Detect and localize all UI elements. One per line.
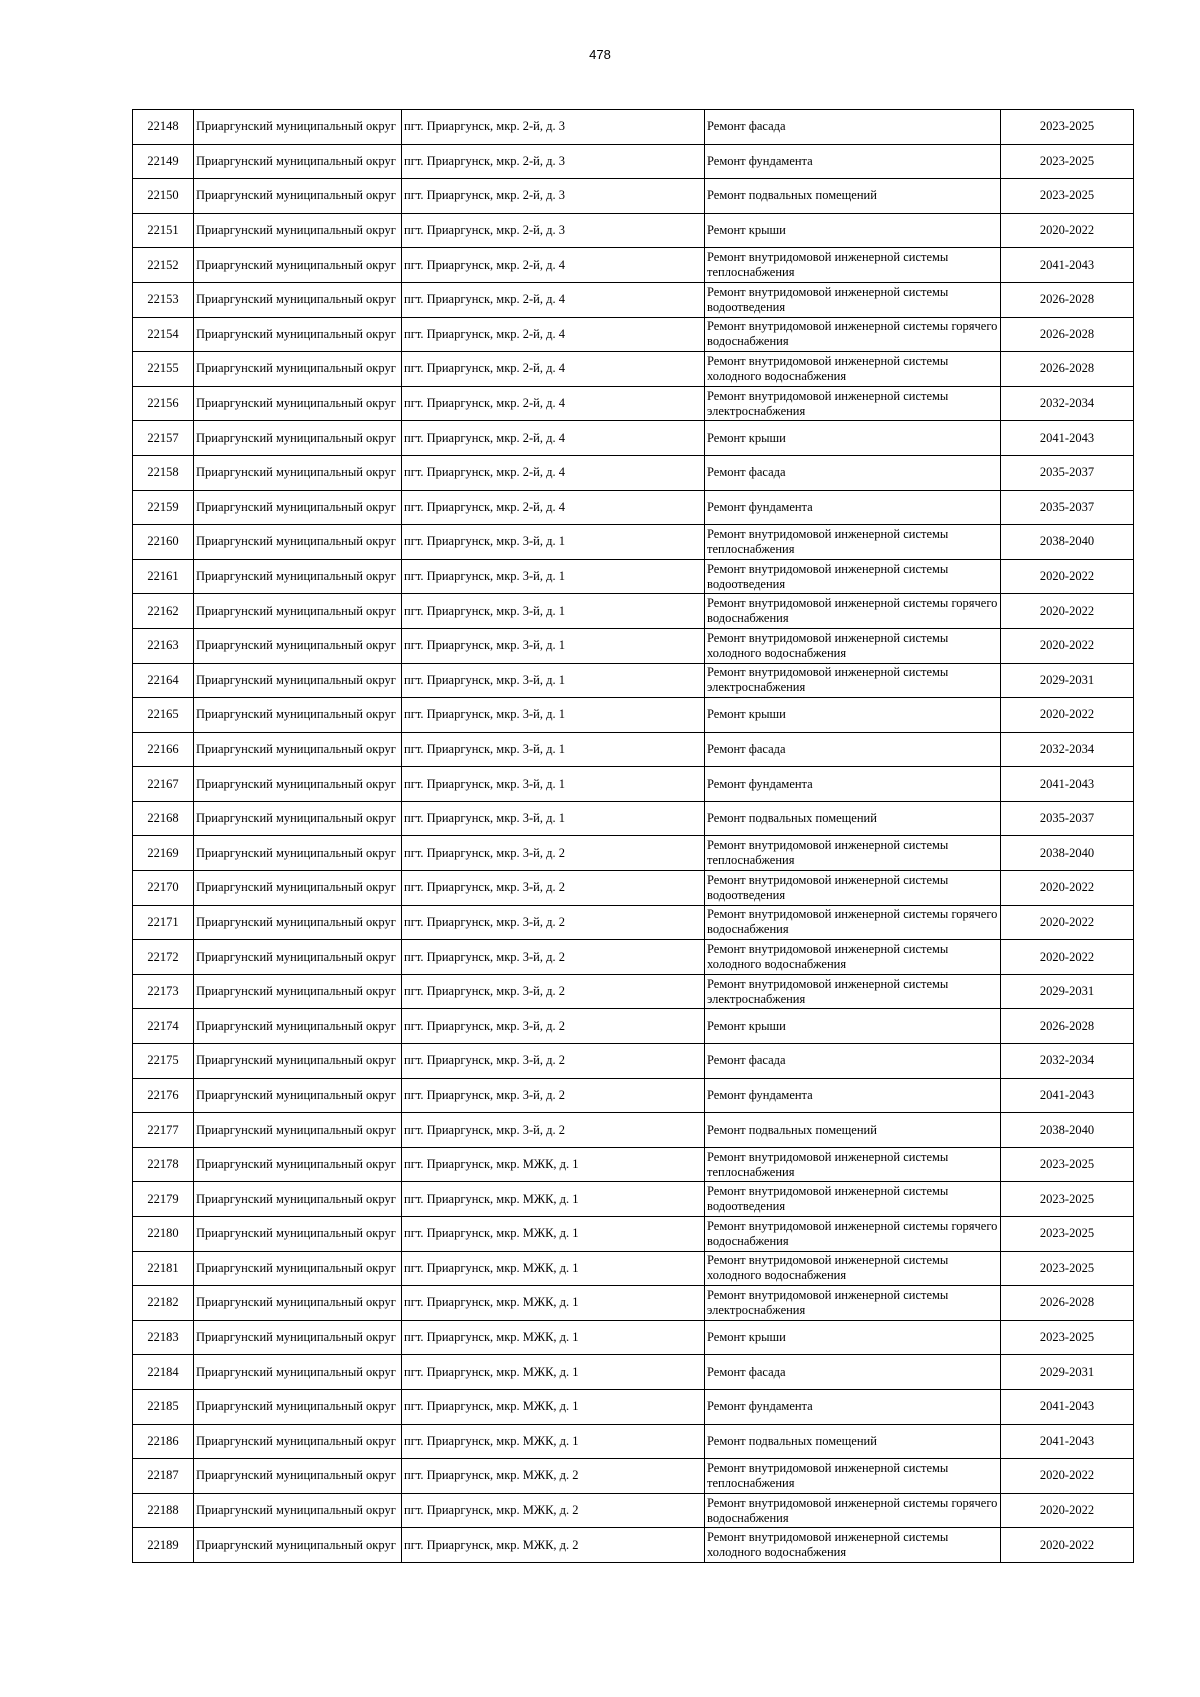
row-number: 22176 [133,1078,194,1113]
period-cell: 2023-2025 [1001,1251,1134,1286]
row-number: 22149 [133,144,194,179]
period-cell: 2020-2022 [1001,940,1134,975]
row-number: 22179 [133,1182,194,1217]
row-number: 22186 [133,1424,194,1459]
table-row [133,836,1134,871]
address-cell: пгт. Приаргунск, мкр. 3-й, д. 1 [402,663,705,698]
district-cell: Приаргунский муниципальный округ [194,386,402,421]
district-cell: Приаргунский муниципальный округ [194,1493,402,1528]
work-type-cell: Ремонт внутридомовой инженерной системы электроснабжения [705,663,1001,698]
row-number: 22163 [133,628,194,663]
table-row [133,525,1134,560]
district-cell: Приаргунский муниципальный округ [194,455,402,490]
period-cell: 2023-2025 [1001,110,1134,145]
address-cell: пгт. Приаргунск, мкр. МЖК, д. 1 [402,1251,705,1286]
row-number: 22178 [133,1147,194,1182]
work-type-cell: Ремонт крыши [705,421,1001,456]
district-cell: Приаргунский муниципальный округ [194,144,402,179]
district-cell: Приаргунский муниципальный округ [194,767,402,802]
work-type-cell: Ремонт внутридомовой инженерной системы теплоснабжения [705,836,1001,871]
address-cell: пгт. Приаргунск, мкр. МЖК, д. 1 [402,1286,705,1321]
table-row [133,1459,1134,1494]
table-row [133,213,1134,248]
address-cell: пгт. Приаргунск, мкр. 2-й, д. 4 [402,490,705,525]
row-number: 22170 [133,871,194,906]
district-cell: Приаргунский муниципальный округ [194,421,402,456]
row-number: 22153 [133,282,194,317]
table-row [133,1113,1134,1148]
table-row [133,974,1134,1009]
address-cell: пгт. Приаргунск, мкр. МЖК, д. 2 [402,1528,705,1563]
table-row [133,421,1134,456]
work-type-cell: Ремонт фасада [705,455,1001,490]
address-cell: пгт. Приаргунск, мкр. 2-й, д. 4 [402,421,705,456]
work-type-cell: Ремонт внутридомовой инженерной системы холодного водоснабжения [705,940,1001,975]
district-cell: Приаргунский муниципальный округ [194,1217,402,1252]
address-cell: пгт. Приаргунск, мкр. 3-й, д. 2 [402,871,705,906]
table-row [133,352,1134,387]
district-cell: Приаргунский муниципальный округ [194,1286,402,1321]
address-cell: пгт. Приаргунск, мкр. 3-й, д. 2 [402,905,705,940]
period-cell: 2035-2037 [1001,801,1134,836]
period-cell: 2020-2022 [1001,559,1134,594]
table-row [133,248,1134,283]
work-type-cell: Ремонт подвальных помещений [705,801,1001,836]
address-cell: пгт. Приаргунск, мкр. 3-й, д. 1 [402,525,705,560]
work-type-cell: Ремонт фундамента [705,144,1001,179]
period-cell: 2032-2034 [1001,1044,1134,1079]
work-type-cell: Ремонт внутридомовой инженерной системы горячего водоснабжения [705,1493,1001,1528]
table-row [133,1251,1134,1286]
district-cell: Приаргунский муниципальный округ [194,179,402,214]
table-row [133,801,1134,836]
table-row [133,282,1134,317]
row-number: 22182 [133,1286,194,1321]
address-cell: пгт. Приаргунск, мкр. 3-й, д. 1 [402,628,705,663]
period-cell: 2041-2043 [1001,248,1134,283]
period-cell: 2023-2025 [1001,144,1134,179]
district-cell: Приаргунский муниципальный округ [194,213,402,248]
district-cell: Приаргунский муниципальный округ [194,594,402,629]
work-type-cell: Ремонт фасада [705,732,1001,767]
table-row [133,940,1134,975]
district-cell: Приаргунский муниципальный округ [194,1528,402,1563]
district-cell: Приаргунский муниципальный округ [194,698,402,733]
work-type-cell: Ремонт внутридомовой инженерной системы холодного водоснабжения [705,628,1001,663]
district-cell: Приаргунский муниципальный округ [194,1182,402,1217]
period-cell: 2029-2031 [1001,974,1134,1009]
period-cell: 2038-2040 [1001,525,1134,560]
address-cell: пгт. Приаргунск, мкр. 2-й, д. 3 [402,213,705,248]
row-number: 22180 [133,1217,194,1252]
period-cell: 2020-2022 [1001,594,1134,629]
period-cell: 2023-2025 [1001,1147,1134,1182]
district-cell: Приаргунский муниципальный округ [194,663,402,698]
row-number: 22151 [133,213,194,248]
row-number: 22183 [133,1320,194,1355]
work-type-cell: Ремонт внутридомовой инженерной системы электроснабжения [705,974,1001,1009]
period-cell: 2020-2022 [1001,1528,1134,1563]
table-row [133,1009,1134,1044]
district-cell: Приаргунский муниципальный округ [194,628,402,663]
row-number: 22157 [133,421,194,456]
row-number: 22161 [133,559,194,594]
work-type-cell: Ремонт подвальных помещений [705,179,1001,214]
period-cell: 2038-2040 [1001,1113,1134,1148]
address-cell: пгт. Приаргунск, мкр. МЖК, д. 1 [402,1424,705,1459]
table-row [133,1355,1134,1390]
work-type-cell: Ремонт фундамента [705,1389,1001,1424]
table-row [133,110,1134,145]
table-row [133,1182,1134,1217]
address-cell: пгт. Приаргунск, мкр. 3-й, д. 2 [402,1044,705,1079]
address-cell: пгт. Приаргунск, мкр. 2-й, д. 3 [402,144,705,179]
period-cell: 2020-2022 [1001,1459,1134,1494]
address-cell: пгт. Приаргунск, мкр. 2-й, д. 3 [402,179,705,214]
district-cell: Приаргунский муниципальный округ [194,1424,402,1459]
period-cell: 2020-2022 [1001,905,1134,940]
district-cell: Приаргунский муниципальный округ [194,1147,402,1182]
district-cell: Приаргунский муниципальный округ [194,871,402,906]
address-cell: пгт. Приаргунск, мкр. МЖК, д. 1 [402,1389,705,1424]
row-number: 22162 [133,594,194,629]
address-cell: пгт. Приаргунск, мкр. 2-й, д. 4 [402,386,705,421]
row-number: 22173 [133,974,194,1009]
address-cell: пгт. Приаргунск, мкр. 3-й, д. 1 [402,732,705,767]
period-cell: 2035-2037 [1001,455,1134,490]
row-number: 22171 [133,905,194,940]
row-number: 22156 [133,386,194,421]
period-cell: 2020-2022 [1001,628,1134,663]
work-type-cell: Ремонт фундамента [705,767,1001,802]
district-cell: Приаргунский муниципальный округ [194,352,402,387]
table-row [133,732,1134,767]
period-cell: 2026-2028 [1001,352,1134,387]
work-type-cell: Ремонт внутридомовой инженерной системы водоотведения [705,282,1001,317]
district-cell: Приаргунский муниципальный округ [194,836,402,871]
district-cell: Приаргунский муниципальный округ [194,1044,402,1079]
address-cell: пгт. Приаргунск, мкр. 2-й, д. 4 [402,248,705,283]
table-row [133,455,1134,490]
work-type-cell: Ремонт внутридомовой инженерной системы холодного водоснабжения [705,352,1001,387]
period-cell: 2029-2031 [1001,663,1134,698]
district-cell: Приаргунский муниципальный округ [194,1009,402,1044]
address-cell: пгт. Приаргунск, мкр. 3-й, д. 1 [402,559,705,594]
row-number: 22154 [133,317,194,352]
table-row [133,490,1134,525]
address-cell: пгт. Приаргунск, мкр. 2-й, д. 4 [402,455,705,490]
address-cell: пгт. Приаргунск, мкр. МЖК, д. 2 [402,1459,705,1494]
table-row [133,179,1134,214]
row-number: 22152 [133,248,194,283]
work-type-cell: Ремонт внутридомовой инженерной системы теплоснабжения [705,248,1001,283]
row-number: 22158 [133,455,194,490]
work-type-cell: Ремонт внутридомовой инженерной системы водоотведения [705,559,1001,594]
work-type-cell: Ремонт внутридомовой инженерной системы водоотведения [705,871,1001,906]
period-cell: 2041-2043 [1001,421,1134,456]
row-number: 22188 [133,1493,194,1528]
address-cell: пгт. Приаргунск, мкр. 3-й, д. 1 [402,767,705,802]
table-row [133,663,1134,698]
district-cell: Приаргунский муниципальный округ [194,1251,402,1286]
district-cell: Приаргунский муниципальный округ [194,1355,402,1390]
address-cell: пгт. Приаргунск, мкр. 2-й, д. 4 [402,317,705,352]
work-type-cell: Ремонт внутридомовой инженерной системы горячего водоснабжения [705,905,1001,940]
address-cell: пгт. Приаргунск, мкр. МЖК, д. 1 [402,1182,705,1217]
work-type-cell: Ремонт фасада [705,1355,1001,1390]
period-cell: 2020-2022 [1001,871,1134,906]
work-type-cell: Ремонт внутридомовой инженерной системы горячего водоснабжения [705,317,1001,352]
period-cell: 2032-2034 [1001,386,1134,421]
address-cell: пгт. Приаргунск, мкр. МЖК, д. 2 [402,1493,705,1528]
district-cell: Приаргунский муниципальный округ [194,282,402,317]
table-row [133,317,1134,352]
row-number: 22184 [133,1355,194,1390]
page-number: 478 [589,47,611,62]
table-row [133,698,1134,733]
work-type-cell: Ремонт фасада [705,1044,1001,1079]
address-cell: пгт. Приаргунск, мкр. 3-й, д. 2 [402,1078,705,1113]
table-row [133,594,1134,629]
work-type-cell: Ремонт крыши [705,698,1001,733]
row-number: 22166 [133,732,194,767]
work-type-cell: Ремонт фундамента [705,1078,1001,1113]
table-row [133,1320,1134,1355]
address-cell: пгт. Приаргунск, мкр. 2-й, д. 3 [402,110,705,145]
row-number: 22175 [133,1044,194,1079]
row-number: 22169 [133,836,194,871]
work-type-cell: Ремонт внутридомовой инженерной системы горячего водоснабжения [705,594,1001,629]
table-row [133,144,1134,179]
table-row [133,1528,1134,1563]
period-cell: 2041-2043 [1001,1424,1134,1459]
row-number: 22174 [133,1009,194,1044]
work-type-cell: Ремонт внутридомовой инженерной системы теплоснабжения [705,1459,1001,1494]
table-row [133,1078,1134,1113]
table-row [133,905,1134,940]
row-number: 22160 [133,525,194,560]
table-row [133,1389,1134,1424]
district-cell: Приаргунский муниципальный округ [194,1320,402,1355]
district-cell: Приаргунский муниципальный округ [194,974,402,1009]
table-row [133,1424,1134,1459]
period-cell: 2023-2025 [1001,1182,1134,1217]
work-type-cell: Ремонт крыши [705,213,1001,248]
table-body [133,110,1134,1563]
row-number: 22167 [133,767,194,802]
work-type-cell: Ремонт внутридомовой инженерной системы электроснабжения [705,1286,1001,1321]
table-row [133,1286,1134,1321]
table-row [133,386,1134,421]
period-cell: 2038-2040 [1001,836,1134,871]
district-cell: Приаргунский муниципальный округ [194,559,402,594]
row-number: 22165 [133,698,194,733]
row-number: 22164 [133,663,194,698]
district-cell: Приаргунский муниципальный округ [194,490,402,525]
period-cell: 2026-2028 [1001,317,1134,352]
address-cell: пгт. Приаргунск, мкр. 2-й, д. 4 [402,282,705,317]
period-cell: 2026-2028 [1001,1009,1134,1044]
row-number: 22177 [133,1113,194,1148]
district-cell: Приаргунский муниципальный округ [194,940,402,975]
work-type-cell: Ремонт внутридомовой инженерной системы теплоснабжения [705,525,1001,560]
period-cell: 2020-2022 [1001,1493,1134,1528]
table-row [133,559,1134,594]
period-cell: 2020-2022 [1001,213,1134,248]
district-cell: Приаргунский муниципальный округ [194,1078,402,1113]
work-type-cell: Ремонт фундамента [705,490,1001,525]
district-cell: Приаргунский муниципальный округ [194,525,402,560]
table-row [133,1493,1134,1528]
row-number: 22148 [133,110,194,145]
period-cell: 2026-2028 [1001,282,1134,317]
district-cell: Приаргунский муниципальный округ [194,1113,402,1148]
period-cell: 2041-2043 [1001,1078,1134,1113]
period-cell: 2023-2025 [1001,179,1134,214]
work-type-cell: Ремонт внутридомовой инженерной системы холодного водоснабжения [705,1251,1001,1286]
address-cell: пгт. Приаргунск, мкр. 3-й, д. 2 [402,836,705,871]
period-cell: 2023-2025 [1001,1217,1134,1252]
table-row [133,871,1134,906]
district-cell: Приаргунский муниципальный округ [194,732,402,767]
work-type-cell: Ремонт внутридомовой инженерной системы теплоснабжения [705,1147,1001,1182]
row-number: 22155 [133,352,194,387]
district-cell: Приаргунский муниципальный округ [194,248,402,283]
work-type-cell: Ремонт внутридомовой инженерной системы холодного водоснабжения [705,1528,1001,1563]
district-cell: Приаргунский муниципальный округ [194,1389,402,1424]
address-cell: пгт. Приаргунск, мкр. 3-й, д. 1 [402,698,705,733]
row-number: 22150 [133,179,194,214]
row-number: 22168 [133,801,194,836]
period-cell: 2041-2043 [1001,1389,1134,1424]
address-cell: пгт. Приаргунск, мкр. 3-й, д. 2 [402,974,705,1009]
table-row [133,1044,1134,1079]
row-number: 22185 [133,1389,194,1424]
district-cell: Приаргунский муниципальный округ [194,1459,402,1494]
address-cell: пгт. Приаргунск, мкр. 3-й, д. 1 [402,594,705,629]
period-cell: 2035-2037 [1001,490,1134,525]
address-cell: пгт. Приаргунск, мкр. МЖК, д. 1 [402,1147,705,1182]
period-cell: 2029-2031 [1001,1355,1134,1390]
work-type-cell: Ремонт крыши [705,1009,1001,1044]
address-cell: пгт. Приаргунск, мкр. МЖК, д. 1 [402,1355,705,1390]
table-row [133,1147,1134,1182]
district-cell: Приаргунский муниципальный округ [194,905,402,940]
period-cell: 2026-2028 [1001,1286,1134,1321]
period-cell: 2023-2025 [1001,1320,1134,1355]
district-cell: Приаргунский муниципальный округ [194,110,402,145]
repair-schedule-table [132,109,1134,1563]
row-number: 22159 [133,490,194,525]
row-number: 22189 [133,1528,194,1563]
address-cell: пгт. Приаргунск, мкр. 3-й, д. 2 [402,1113,705,1148]
row-number: 22172 [133,940,194,975]
address-cell: пгт. Приаргунск, мкр. 3-й, д. 2 [402,940,705,975]
work-type-cell: Ремонт внутридомовой инженерной системы электроснабжения [705,386,1001,421]
table-row [133,767,1134,802]
period-cell: 2041-2043 [1001,767,1134,802]
table-row [133,628,1134,663]
address-cell: пгт. Приаргунск, мкр. 3-й, д. 1 [402,801,705,836]
work-type-cell: Ремонт подвальных помещений [705,1113,1001,1148]
row-number: 22181 [133,1251,194,1286]
row-number: 22187 [133,1459,194,1494]
work-type-cell: Ремонт крыши [705,1320,1001,1355]
period-cell: 2020-2022 [1001,698,1134,733]
table-row [133,1217,1134,1252]
district-cell: Приаргунский муниципальный округ [194,801,402,836]
work-type-cell: Ремонт внутридомовой инженерной системы водоотведения [705,1182,1001,1217]
work-type-cell: Ремонт подвальных помещений [705,1424,1001,1459]
work-type-cell: Ремонт внутридомовой инженерной системы горячего водоснабжения [705,1217,1001,1252]
work-type-cell: Ремонт фасада [705,110,1001,145]
address-cell: пгт. Приаргунск, мкр. 3-й, д. 2 [402,1009,705,1044]
address-cell: пгт. Приаргунск, мкр. МЖК, д. 1 [402,1320,705,1355]
district-cell: Приаргунский муниципальный округ [194,317,402,352]
address-cell: пгт. Приаргунск, мкр. 2-й, д. 4 [402,352,705,387]
address-cell: пгт. Приаргунск, мкр. МЖК, д. 1 [402,1217,705,1252]
period-cell: 2032-2034 [1001,732,1134,767]
